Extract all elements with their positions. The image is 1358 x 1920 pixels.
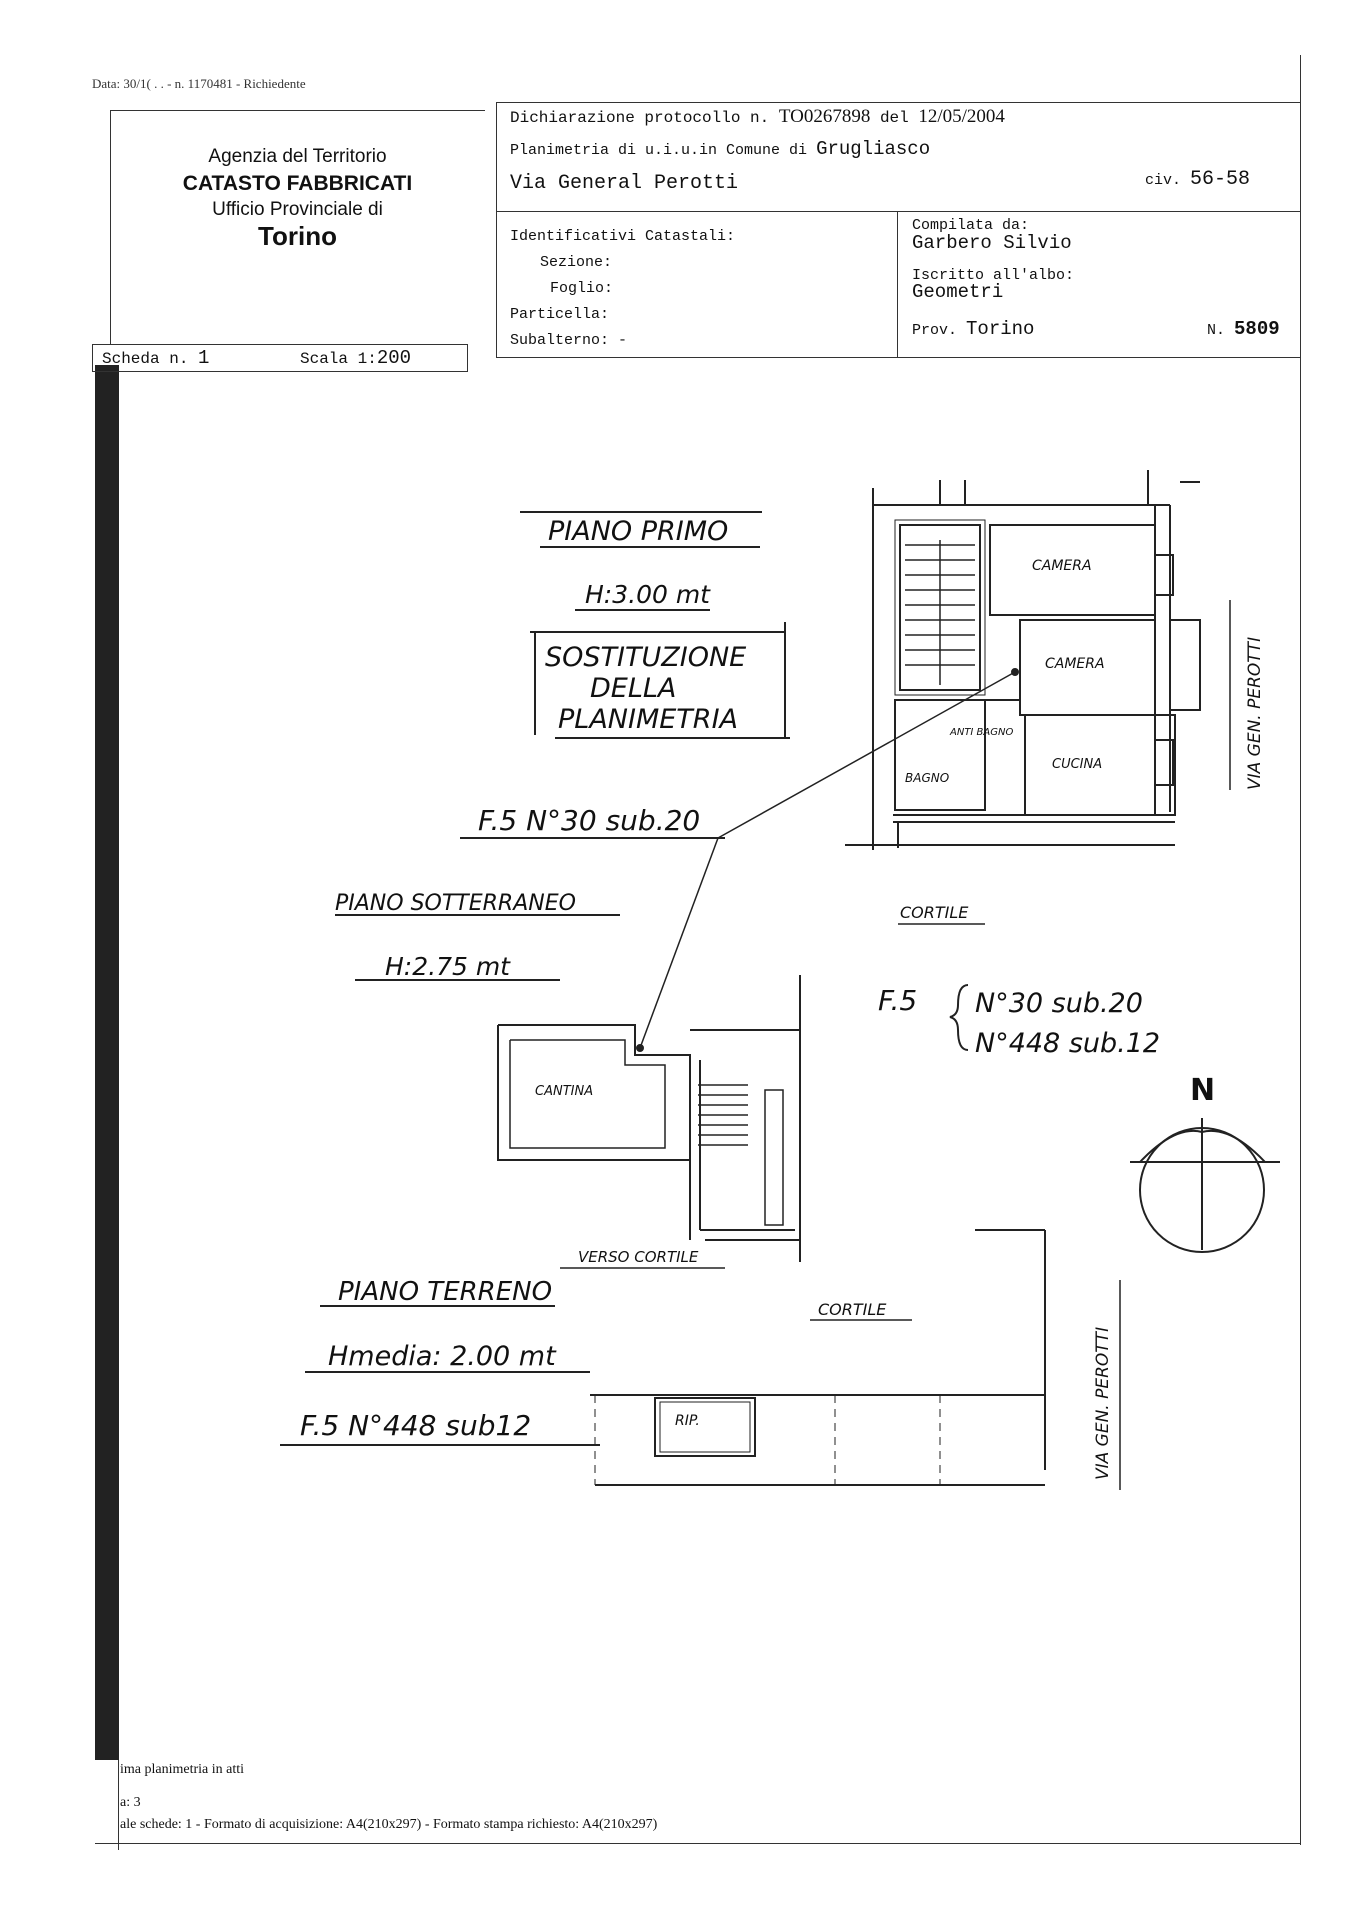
protocol-number: TO0267898	[778, 106, 871, 127]
civico-label: civ.	[1145, 172, 1182, 189]
prov-label: Prov.	[912, 322, 958, 339]
sostituzione-line1: SOSTITUZIONE	[545, 642, 747, 673]
foglio-label: Foglio:	[550, 280, 614, 297]
north-label: N	[1190, 1073, 1216, 1108]
camera-1-label: CAMERA	[1032, 558, 1092, 574]
identificativi-title: Identificativi Catastali:	[510, 228, 736, 245]
planimetria-label: Planimetria di u.i.u.in Comune di	[510, 142, 808, 159]
sostituzione-line2: DELLA	[590, 673, 677, 704]
cantina-label: CANTINA	[535, 1084, 594, 1099]
piano-primo-label: PIANO PRIMO	[548, 516, 729, 547]
ref-terreno-label: F.5 N°448 sub12	[300, 1409, 532, 1442]
camera-2-label: CAMERA	[1045, 656, 1105, 672]
first-floor-plan	[845, 470, 1230, 850]
leader-dot-cantina	[637, 1045, 643, 1051]
h-terreno-label: Hmedia: 2.00 mt	[328, 1341, 556, 1372]
anti-bagno-label: ANTI BAGNO	[950, 727, 1014, 738]
h-sotterraneo-label: H:2.75 mt	[385, 952, 510, 981]
scala-label: Scala 1:	[300, 350, 377, 368]
scala-value: 200	[376, 347, 412, 369]
cortile-label-1: CORTILE	[900, 903, 969, 922]
comune-value: Grugliasco	[816, 138, 931, 160]
dichiarazione-label: Dichiarazione protocollo n.	[510, 109, 770, 127]
footer-line-3: ale schede: 1 - Formato di acquisizione: A4(210x297) - Formato stampa richiesto: A4(210x297)	[120, 1817, 658, 1832]
footer-line-1: ima planimetria in atti	[120, 1762, 245, 1777]
ref-brace	[950, 985, 968, 1050]
ground-floor-plan	[590, 1230, 1120, 1490]
compilata-name: Garbero Silvio	[912, 232, 1072, 254]
leader-line-cantina	[640, 838, 718, 1048]
ref-f5-label: F.5	[878, 984, 918, 1017]
scheda-value: 1	[198, 347, 210, 369]
verso-cortile-label: VERSO CORTILE	[578, 1248, 699, 1266]
subalterno-label: Subalterno: -	[510, 332, 628, 349]
piano-primo-height: H:3.00 mt	[585, 580, 710, 609]
via-gen-perotti-label-1: VIA GEN. PEROTTI	[1245, 636, 1265, 790]
civico-value: 56-58	[1190, 168, 1251, 191]
n-label: N.	[1207, 322, 1226, 339]
scheda-label: Scheda n.	[102, 350, 189, 368]
compilata-label: Compilata da:	[912, 217, 1030, 234]
cucina-label: CUCINA	[1052, 757, 1103, 772]
sostituzione-line3: PLANIMETRIA	[558, 704, 738, 735]
del-label: del	[879, 109, 909, 127]
ref-primo-label: F.5 N°30 sub.20	[478, 804, 701, 837]
cortile-label-2: CORTILE	[818, 1300, 887, 1319]
ufficio-city: Torino	[258, 221, 337, 251]
via-gen-perotti-label-2: VIA GEN. PEROTTI	[1093, 1326, 1113, 1480]
ref-line-1: N°30 sub.20	[975, 988, 1143, 1019]
ufficio-label: Ufficio Provinciale di	[212, 199, 383, 220]
piano-sotterraneo-label: PIANO SOTTERRANEO	[335, 891, 576, 916]
prov-value: Torino	[966, 318, 1035, 340]
address-value: Via General Perotti	[510, 172, 739, 195]
particella-label: Particella:	[510, 306, 610, 323]
albo-value: Geometri	[912, 281, 1004, 303]
top-metadata-line: Data: 30/1( . . - n. 1170481 - Richiedente	[92, 76, 306, 91]
agency-name: Agenzia del Territorio	[208, 146, 387, 167]
footer-line-2: a: 3	[120, 1795, 141, 1810]
leader-dot-primo	[1012, 669, 1018, 675]
sezione-label: Sezione:	[540, 254, 613, 271]
rip-label: RIP.	[675, 1413, 700, 1429]
leader-line-primo	[718, 672, 1015, 838]
ref-line-2: N°448 sub.12	[975, 1028, 1161, 1059]
basement-plan	[498, 975, 800, 1262]
catasto-title: CATASTO FABBRICATI	[182, 172, 413, 195]
bagno-label: BAGNO	[905, 771, 950, 785]
piano-terreno-label: PIANO TERRENO	[338, 1277, 553, 1307]
protocol-date: 12/05/2004	[918, 106, 1005, 127]
iscritto-label: Iscritto all'albo:	[912, 267, 1075, 284]
albo-number: 5809	[1234, 318, 1280, 340]
